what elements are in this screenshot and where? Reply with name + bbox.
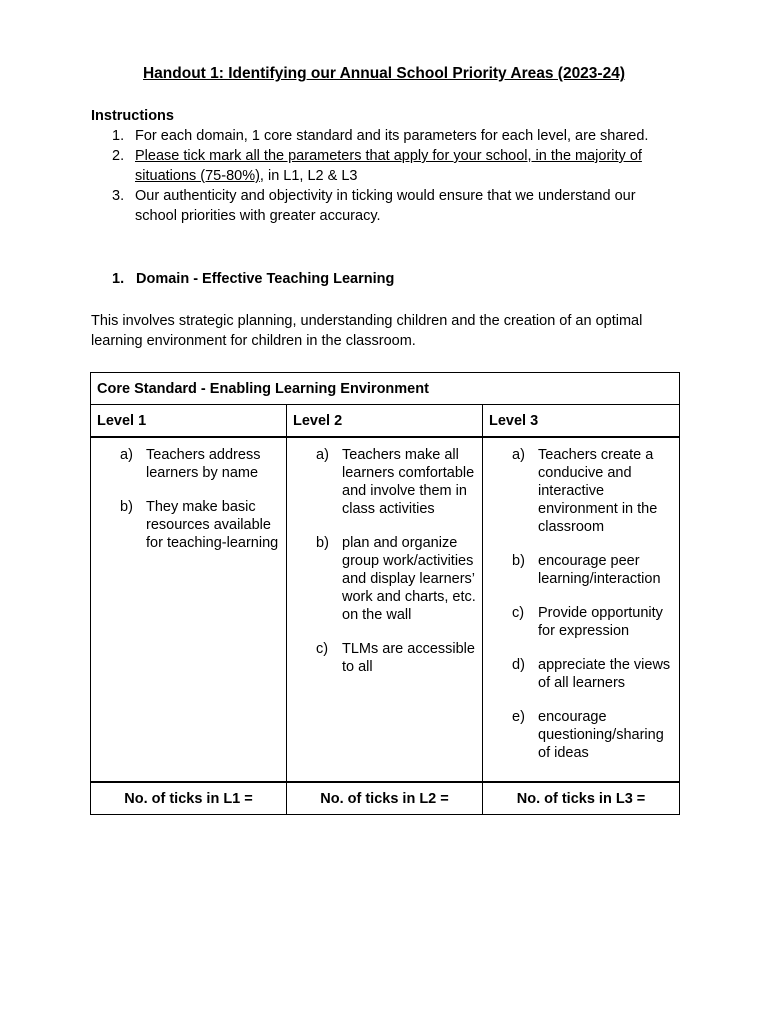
parameter-text: Teachers make all learners comfortable and involve them in class activities: [342, 447, 475, 517]
parameter-marker: a): [316, 447, 329, 463]
parameter-marker: e): [512, 709, 525, 725]
instructions-heading: Instructions: [91, 108, 174, 124]
domain-number: 1.: [112, 271, 125, 287]
parameter-text: appreciate the views of all learners: [538, 657, 671, 691]
parameter-marker: b): [120, 499, 133, 515]
level-1-parameters: [91, 437, 287, 782]
level-3-header: Level 3: [483, 405, 680, 438]
level-2-parameters: [287, 437, 483, 782]
parameter-item: [287, 534, 482, 624]
level-2-tick-count: No. of ticks in L2 =: [287, 782, 483, 815]
parameter-item: [91, 498, 286, 552]
instruction-text: , in L1, L2 & L3: [259, 168, 358, 184]
instruction-text: Our authenticity and objectivity in ticking would ensure that we understand our school priorities with greater accuracy.: [135, 188, 636, 224]
instruction-item: [91, 126, 681, 146]
page-title: Handout 1: Identifying our Annual School Priority Areas (2023-24): [142, 65, 625, 82]
parameter-item: [483, 552, 679, 588]
parameter-text: Teachers address learners by name: [146, 447, 261, 481]
parameter-text: They make basic resources available for teaching-learning: [146, 499, 279, 551]
parameter-item: [483, 446, 679, 536]
parameter-text: Provide opportunity for expression: [538, 605, 663, 639]
level-3-parameters: [483, 437, 680, 782]
parameter-marker: c): [316, 641, 329, 657]
instruction-number: 3.: [112, 188, 125, 204]
instruction-item: [91, 146, 681, 186]
domain-title: Domain - Effective Teaching Learning: [136, 271, 395, 287]
parameter-item: [483, 708, 679, 762]
parameter-text: Teachers create a conducive and interactive environment in the classroom: [538, 447, 658, 535]
parameter-marker: b): [512, 553, 525, 569]
parameter-marker: d): [512, 657, 525, 673]
parameter-text: plan and organize group work/activities and display learners’ work and charts, etc. on the wall: [342, 535, 476, 623]
level-2-header: Level 2: [287, 405, 483, 438]
parameter-marker: a): [120, 447, 133, 463]
parameter-item: [483, 656, 679, 692]
level-1-tick-count: No. of ticks in L1 =: [91, 782, 287, 815]
instruction-number: 1.: [112, 128, 125, 144]
parameter-marker: c): [512, 605, 525, 621]
instruction-underlined-text: Please tick mark all the parameters that apply for your school, in the majority of situations (75-80%): [135, 148, 642, 184]
parameter-marker: a): [512, 447, 525, 463]
domain-intro: This involves strategic planning, understanding children and the creation of an optimal learning environment for children in the classroom.: [91, 313, 643, 349]
parameter-text: encourage questioning/sharing of ideas: [538, 709, 664, 761]
parameter-marker: b): [316, 535, 329, 551]
parameter-text: encourage peer learning/interaction: [538, 553, 661, 587]
core-standard-table: [90, 372, 680, 815]
core-standard-heading: Core Standard - Enabling Learning Environment: [91, 373, 680, 405]
parameter-item: [91, 446, 286, 482]
parameter-item: [287, 446, 482, 518]
instruction-text: For each domain, 1 core standard and its parameters for each level, are shared.: [135, 128, 649, 144]
instruction-item: [91, 186, 681, 226]
parameter-text: TLMs are accessible to all: [342, 641, 475, 675]
parameter-item: [483, 604, 679, 640]
level-1-header: Level 1: [91, 405, 287, 438]
level-3-tick-count: No. of ticks in L3 =: [483, 782, 680, 815]
parameter-item: [287, 640, 482, 676]
instructions-list: [91, 126, 681, 226]
instruction-number: 2.: [112, 148, 125, 164]
domain-heading: [112, 269, 394, 289]
